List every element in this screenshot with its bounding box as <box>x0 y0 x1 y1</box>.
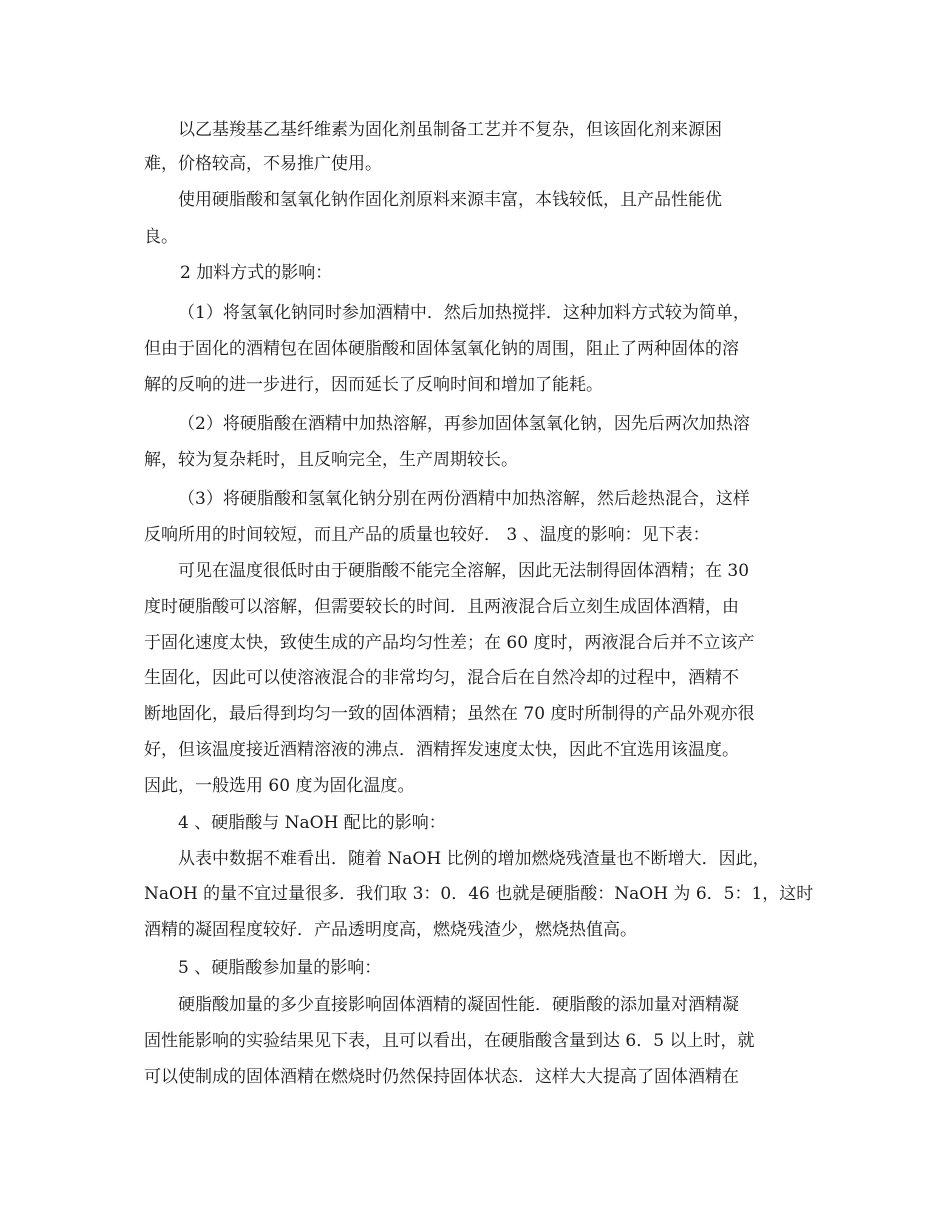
text-line: 酒精的凝固程度较好．产品透明度高，燃烧残渣少，燃烧热值高。 <box>144 920 637 940</box>
text-line: （2）将硬脂酸在酒精中加热溶解，再参加固体氢氧化钠，因先后两次加热溶 <box>178 414 750 434</box>
text-line: （1）将氢氧化钠同时参加酒精中．然后加热搅拌．这种加料方式较为简单， <box>178 303 750 323</box>
section-heading: 5 、硬脂酸参加量的影响： <box>178 958 382 978</box>
text-line: 好，但该温度接近酒精溶液的沸点．酒精挥发速度太快，因此不宜选用该温度。 <box>144 740 739 760</box>
text-line: 难，价格较高，不易推广使用。 <box>144 154 382 174</box>
text-line: （3）将硬脂酸和氢氧化钠分别在两份酒精中加热溶解，然后趁热混合，这样 <box>178 489 750 509</box>
text-line: 度时硬脂酸可以溶解，但需要较长的时间．且两液混合后立刻生成固体酒精，由 <box>144 597 739 617</box>
text-line: 反响所用的时间较短，而且产品的质量也较好． 3 、温度的影响：见下表： <box>144 525 710 545</box>
text-line: 可见在温度很低时由于硬脂酸不能完全溶解，因此无法制得固体酒精；在 30 <box>178 561 750 581</box>
text-line: 从表中数据不难看出．随着 NaOH 比例的增加燃烧残渣量也不断增大．因此， <box>178 849 770 869</box>
text-line: 固性能影响的实验结果见下表，且可以看出，在硬脂酸含量到达 6．5 以上时，就 <box>144 1031 755 1051</box>
text-line: 良。 <box>144 227 178 247</box>
text-line: 解，较为复杂耗时，且反响完全，生产周期较长。 <box>144 450 518 470</box>
section-heading: 4 、硬脂酸与 NaOH 配比的影响： <box>178 813 446 833</box>
text-line: NaOH 的量不宜过量很多．我们取 3：0．46 也就是硬脂酸：NaOH 为 6．5：1，这时 <box>144 884 814 904</box>
text-line: 断地固化，最后得到均匀一致的固体酒精；虽然在 70 度时所制得的产品外观亦很 <box>144 704 755 724</box>
text-line: 以乙基羧基乙基纤维素为固化剂虽制备工艺并不复杂，但该固化剂来源困 <box>178 120 722 140</box>
text-line: 生固化，因此可以使溶液混合的非常均匀，混合后在自然冷却的过程中，酒精不 <box>144 668 739 688</box>
text-line: 硬脂酸加量的多少直接影响固体酒精的凝固性能．硬脂酸的添加量对酒精凝 <box>178 995 739 1015</box>
text-line: 解的反响的进一步进行，因而延长了反响时间和增加了能耗。 <box>144 375 603 395</box>
section-heading: 2 加料方式的影响： <box>180 263 333 283</box>
text-line: 使用硬脂酸和氢氧化钠作固化剂原料来源丰富，本钱较低，且产品性能优 <box>178 190 722 210</box>
text-line: 于固化速度太快，致使生成的产品均匀性差；在 60 度时，两液混合后并不立该产 <box>144 633 755 653</box>
text-line: 因此，一般选用 60 度为固化温度。 <box>144 776 415 796</box>
text-line: 但由于固化的酒精包在固体硬脂酸和固体氢氧化钠的周围，阻止了两种固体的溶 <box>144 339 739 359</box>
text-line: 可以使制成的固体酒精在燃烧时仍然保持固体状态．这样大大提高了固体酒精在 <box>144 1067 739 1087</box>
